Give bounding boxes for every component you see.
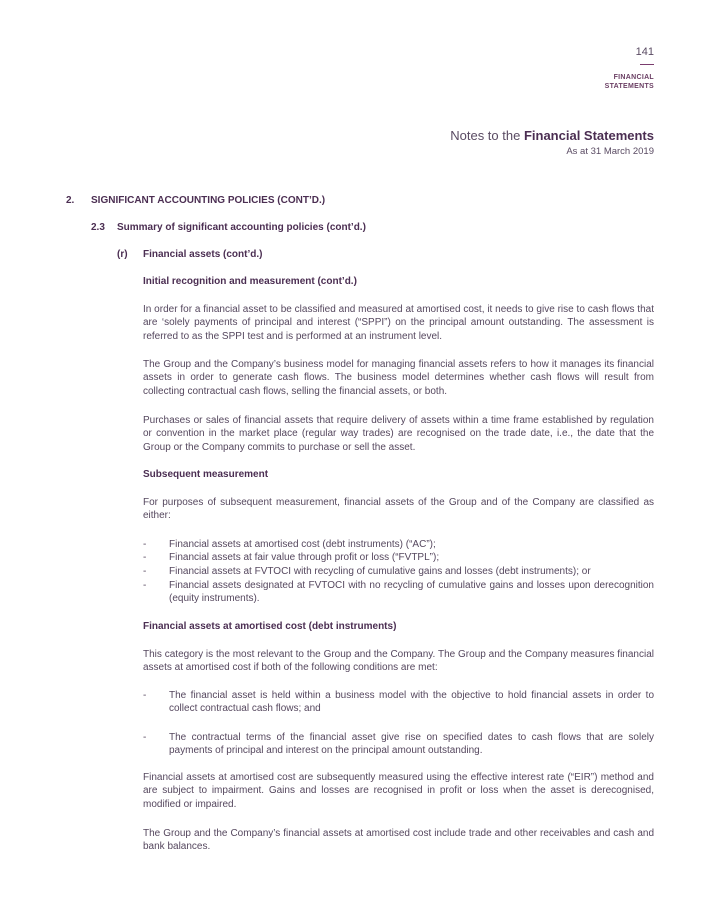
page-title [450, 128, 654, 143]
bullet-text: Financial assets designated at FVTOCI with no recycling of cumulative gains and losses upon derecognition (equity instruments). [169, 580, 654, 605]
bullet-text: The contractual terms of the financial asset give rise on specified dates to cash flows that are solely payments of principal and interest on the principal amount outstanding. [169, 732, 654, 757]
list-item [143, 689, 654, 716]
paragraph-receivables: The Group and the Company’s financial assets at amortised cost include trade and other receivables and cash and bank balances. [143, 828, 654, 853]
paragraph-category: This category is the most relevant to the Group and the Company. The Group and the Company measures financial assets at amortised cost if both of the following conditions are met: [143, 649, 654, 674]
paragraph-sppi: In order for a financial asset to be classified and measured at amortised cost, it needs to give rise to cash flows that are ‘solely payments of principal and interest (“SPPI”) on the principal amount outstanding. The assessment is referred to as the SPPI test and is performed at an instrument level. [143, 304, 654, 342]
list-item [143, 731, 654, 758]
heading-initial-recognition: Initial recognition and measurement (cont’d.) [143, 276, 357, 287]
page-subtitle: As at 31 March 2019 [566, 146, 654, 157]
bullet-text: Financial assets at fair value through profit or loss (“FVTPL”); [169, 552, 440, 563]
section-tag-line1: FINANCIAL [613, 74, 654, 81]
heading-2-3-number: 2.3 [91, 222, 105, 233]
list-item [143, 565, 654, 578]
bullet-dash: - [143, 539, 147, 550]
bullet-dash: - [143, 690, 147, 701]
bullet-dash: - [143, 552, 147, 563]
bullet-text: Financial assets at FVTOCI with recycling of cumulative gains and losses (debt instruments); or [169, 566, 591, 577]
heading-amortised-cost: Financial assets at amortised cost (debt instruments) [143, 621, 397, 632]
list-item [143, 551, 654, 564]
title-bold: Financial Statements [523, 128, 654, 143]
paragraph-classified: For purposes of subsequent measurement, financial assets of the Group and of the Company are classified as either: [143, 497, 654, 522]
bullet-text: Financial assets at amortised cost (debt instruments) (“AC”); [169, 539, 436, 550]
bullet-dash: - [143, 732, 147, 743]
heading-2-3-text: Summary of significant accounting policies (cont’d.) [117, 222, 366, 233]
heading-r-number: (r) [117, 249, 128, 260]
heading-r-text: Financial assets (cont’d.) [143, 249, 263, 260]
bullet-text: The financial asset is held within a business model with the objective to hold financial assets in order to collect contractual cash flows; and [169, 690, 654, 715]
heading-2-number: 2. [66, 195, 75, 206]
heading-subsequent-measurement: Subsequent measurement [143, 469, 269, 480]
title-prefix: Notes to the [450, 128, 524, 143]
heading-2-text: SIGNIFICANT ACCOUNTING POLICIES (CONT’D.) [91, 195, 326, 206]
paragraph-eir: Financial assets at amortised cost are subsequently measured using the effective interest rate (“EIR”) method and are subject to impairment. Gains and losses are recognised in profit or loss when the asset is derecognised, modified or impaired. [143, 772, 654, 810]
section-tag [605, 73, 654, 91]
paragraph-business-model: The Group and the Company’s business model for managing financial assets refers to how it manages its financial assets in order to generate cash flows. The business model determines whether cash flows will result from collecting contractual cash flows, selling the financial assets, or both. [143, 359, 654, 397]
page-number: 141 [635, 46, 654, 58]
list-item [143, 538, 654, 551]
section-tag-line2: STATEMENTS [604, 83, 654, 90]
bullet-dash: - [143, 580, 147, 591]
bullet-dash: - [143, 566, 147, 577]
list-item [143, 579, 654, 606]
header-rule [640, 64, 654, 65]
paragraph-purchases: Purchases or sales of financial assets that require delivery of assets within a time frame established by regulation or convention in the market place (regular way trades) are recognised on the trade date, i.e., the date that the Group or the Company commits to purchase or sell the asset. [143, 415, 654, 453]
